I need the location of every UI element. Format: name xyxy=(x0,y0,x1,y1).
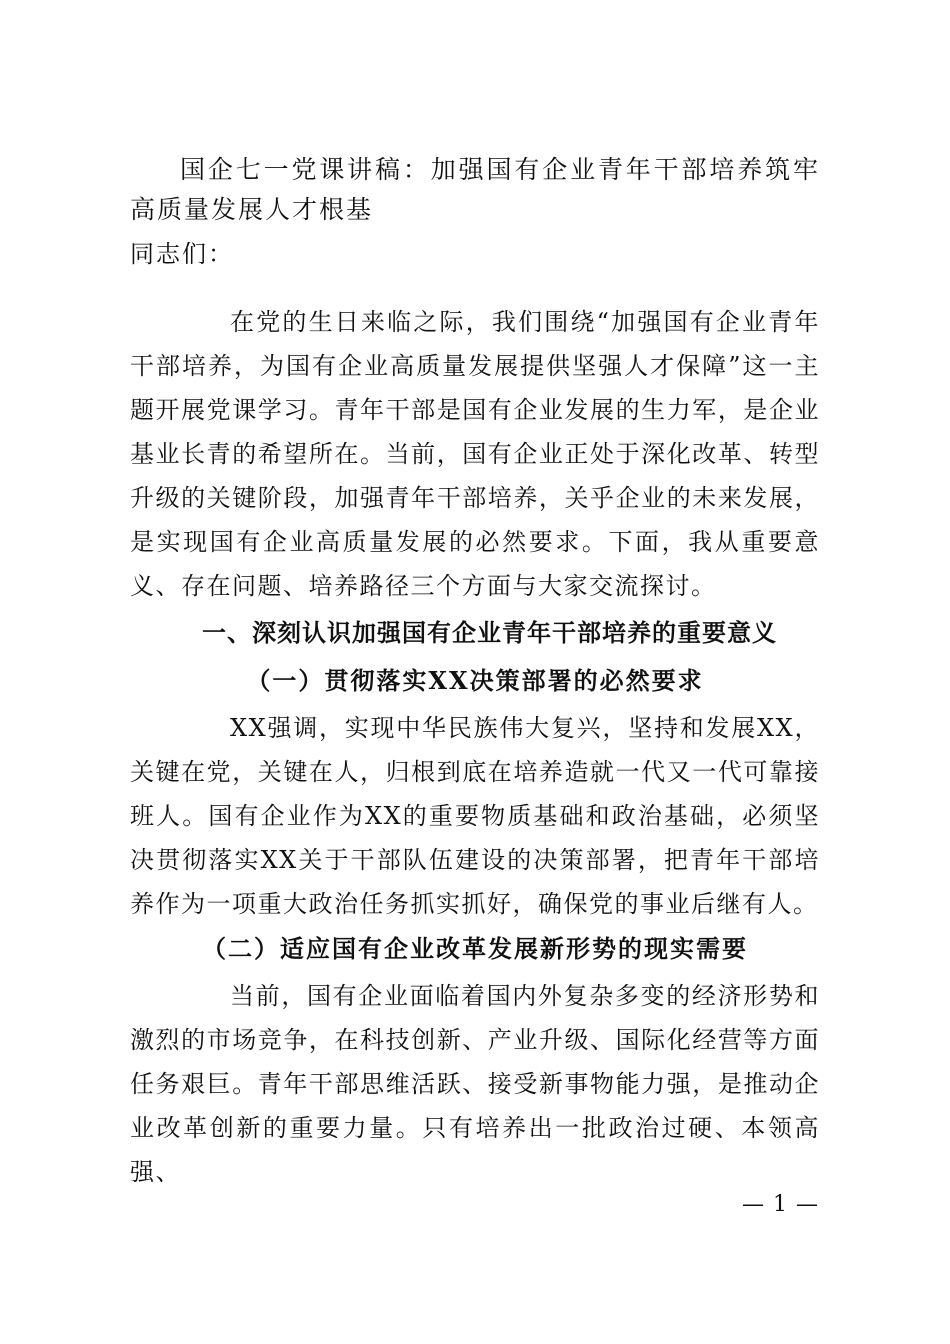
document-title: 国企七一党课讲稿：加强国有企业青年干部培养筑牢高质量发展人才根基 xyxy=(130,155,820,224)
intro-paragraph: 在党的生日来临之际，我们围绕“加强国有企业青年干部培养，为国有企业高质量发展提供坚强人才保障”这一主题开展党课学习。青年干部是国有企业发展的生力军，是企业基业长青的希望所在。当前，国有企业正处于深化改革、转型升级的关键阶段，加强青年干部培养，关乎企业的未来发展，是实现国有企业高质量发展的必然要求。下面，我从重要意义、存在问题、培养路径三个方面与大家交流探讨。 xyxy=(130,308,820,600)
document-page xyxy=(130,150,820,1194)
page-number: — 1 — xyxy=(742,1192,819,1217)
subsection-heading-1: （一）贯彻落实XX决策部署的必然要求 xyxy=(246,666,704,695)
subsection-heading-2: （二）适应国有企业改革发展新形势的现实需要 xyxy=(202,934,748,963)
section-heading-1: 一、深刻认识加强国有企业青年干部培养的重要意义 xyxy=(202,619,777,647)
salutation: 同志们： xyxy=(130,240,234,268)
subsection-1-paragraph: XX强调，实现中华民族伟大复兴，坚持和发展XX，关键在党，关键在人，归根到底在培养造就一代又一代可靠接班人。国有企业作为XX的重要物质基础和政治基础，必须坚决贯彻落实XX关于干部队伍建设的决策部署，把青年干部培养作为一项重大政治任务抓实抓好，确保党的事业后继有人。 xyxy=(130,714,820,918)
subsection-2-paragraph: 当前，国有企业面临着国内外复杂多变的经济形势和激烈的市场竞争，在科技创新、产业升级、国际化经营等方面任务艰巨。青年干部思维活跃、接受新事物能力强，是推动企业改革创新的重要力量。只有培养出一批政治过硬、本领高强、 xyxy=(130,982,820,1186)
